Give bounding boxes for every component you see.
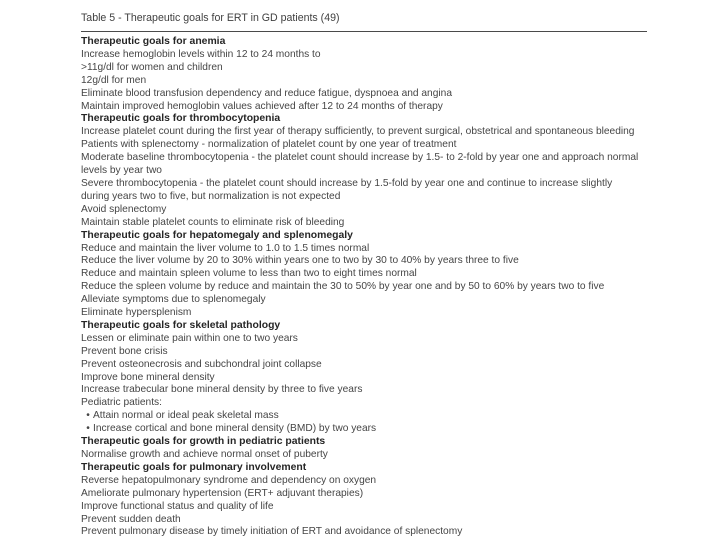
goal-item: Reduce the liver volume by 20 to 30% within years one to two by 30 to 40% by years three to five — [81, 255, 519, 267]
goal-item: 12g/dl for men — [81, 74, 147, 86]
goal-item: Improve bone mineral density — [81, 371, 215, 383]
goal-sub-item-text: Attain normal or ideal peak skeletal mass — [93, 410, 279, 422]
bullet-icon: • — [86, 410, 90, 422]
goal-item: Ameliorate pulmonary hypertension (ERT+ adjuvant therapies) — [81, 487, 364, 499]
goal-sub-item-text: Increase cortical and bone mineral density (BMD) by two years — [93, 423, 377, 435]
goal-item: Eliminate blood transfusion dependency and reduce fatigue, dyspnoea and angina — [81, 87, 452, 99]
section-title-growth-pediatric: Therapeutic goals for growth in pediatric patients — [81, 436, 326, 448]
goal-item: Prevent osteonecrosis and subchondral joint collapse — [81, 358, 322, 370]
table-body — [81, 32, 647, 539]
goal-item: Moderate baseline thrombocytopenia - the platelet count should increase by 1.5- to 2-fold by year one and approach normal levels by year two — [81, 152, 639, 177]
goal-item: Reverse hepatopulmonary syndrome and dependency on oxygen — [81, 474, 377, 486]
goal-item: Eliminate hypersplenism — [81, 307, 192, 319]
goal-item: Improve functional status and quality of life — [81, 500, 274, 512]
goal-item: Reduce and maintain the liver volume to 1.0 to 1.5 times normal — [81, 242, 370, 254]
section-title-pulmonary-involvement: Therapeutic goals for pulmonary involvement — [81, 461, 307, 473]
goal-item: Pediatric patients: — [81, 397, 162, 409]
section-title-thrombocytopenia: Therapeutic goals for thrombocytopenia — [81, 113, 281, 125]
goal-sub-item — [81, 410, 647, 423]
table-caption: Table 5 - Therapeutic goals for ERT in GD patients (49) — [81, 11, 647, 32]
goal-item: Prevent pulmonary disease by timely initiation of ERT and avoidance of splenectomy — [81, 526, 463, 538]
goal-item: Reduce the spleen volume by reduce and maintain the 30 to 50% by year one and by 50 to 60% by years two to five — [81, 281, 605, 293]
goal-sub-item — [81, 423, 647, 436]
goal-item: Lessen or eliminate pain within one to two years — [81, 332, 298, 344]
goal-item: Patients with splenectomy - normalization of platelet count by one year of treatment — [81, 139, 457, 151]
goal-item: Increase trabecular bone mineral density by three to five years — [81, 384, 363, 396]
goal-item: Reduce and maintain spleen volume to less than two to eight times normal — [81, 268, 417, 280]
goal-item: Avoid splenectomy — [81, 203, 167, 215]
section-title-hepatomegaly-splenomegaly: Therapeutic goals for hepatomegaly and splenomegaly — [81, 229, 353, 241]
therapeutic-goals-table — [81, 11, 647, 539]
goal-item: Maintain improved hemoglobin values achieved after 12 to 24 months of therapy — [81, 100, 443, 112]
section-title-skeletal-pathology: Therapeutic goals for skeletal pathology — [81, 319, 281, 331]
goal-item: Severe thrombocytopenia - the platelet count should increase by 1.5-fold by year one and continue to increase slightly during years two to five, but normalization is not expected — [81, 177, 613, 202]
section-title-anemia: Therapeutic goals for anemia — [81, 36, 226, 47]
goal-item: >11g/dl for women and children — [81, 61, 223, 73]
goal-item: Increase hemoglobin levels within 12 to 24 months to — [81, 48, 321, 60]
bullet-icon: • — [86, 423, 90, 435]
goal-item: Prevent sudden death — [81, 513, 181, 525]
goal-item: Normalise growth and achieve normal onset of puberty — [81, 449, 328, 460]
goal-item: Increase platelet count during the first year of therapy sufficiently, to prevent surgical, obstetrical and spontaneous bleeding — [81, 126, 635, 138]
goal-item: Prevent bone crisis — [81, 345, 168, 357]
goal-item: Maintain stable platelet counts to eliminate risk of bleeding — [81, 216, 345, 228]
goal-item: Alleviate symptoms due to splenomegaly — [81, 294, 266, 306]
